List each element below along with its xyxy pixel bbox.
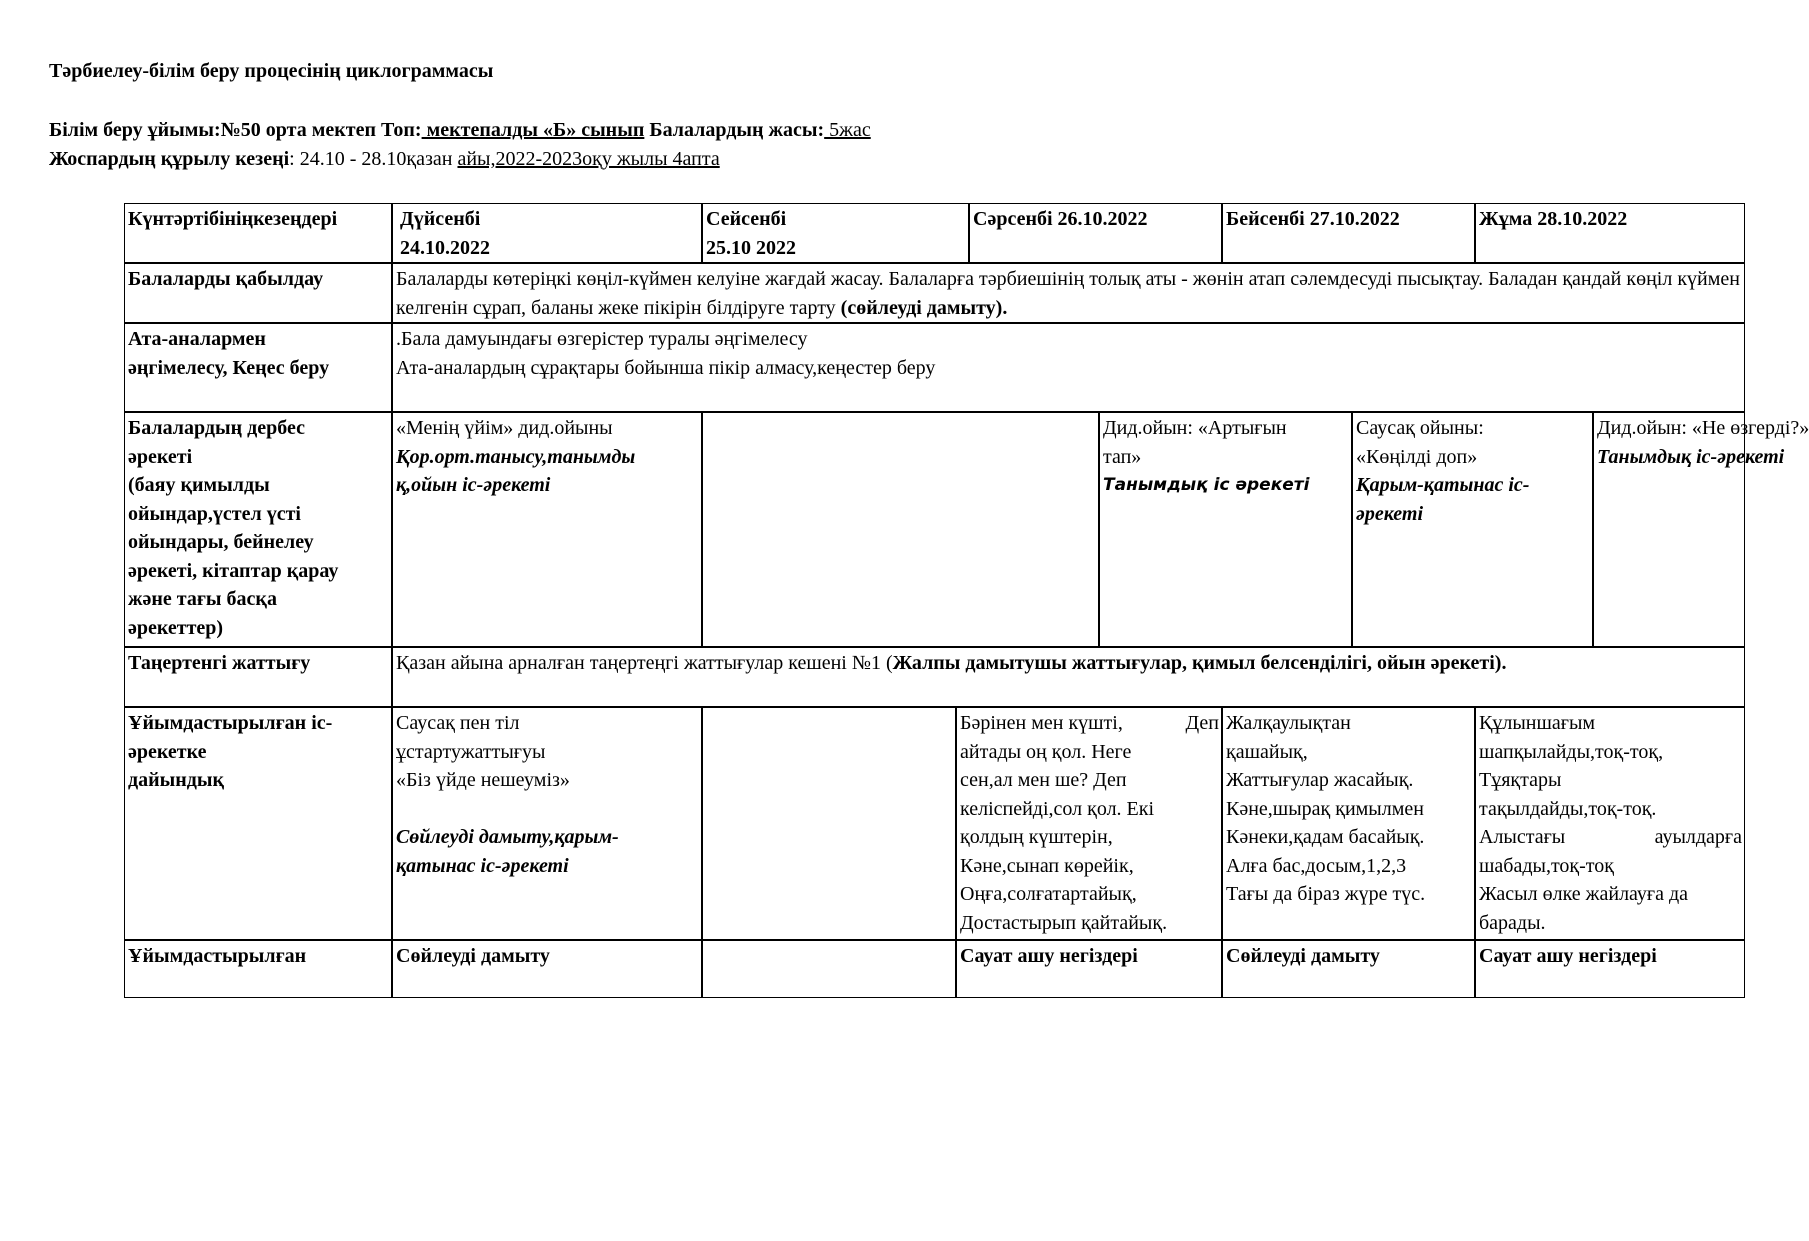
cyclogram-table: [125, 204, 1809, 988]
independent-label-line: (баяу қимылды: [128, 474, 270, 496]
preparation-wednesday-line: Достастырып қайтайық.: [960, 911, 1168, 934]
preparation-friday-word: ауылдарға: [1654, 826, 1742, 848]
morning-text-main: Қазан айына арналған таңертеңгі жаттығулар кешені №1 (: [396, 652, 893, 674]
reception-text-main: Балаларды көтеріңкі көңіл-күймен келуіне жағдай жасау. Балаларға тәрбиешінің толық аты - жөнін атап сәлемдесуді пысықтау. Баладан қандай көңіл күймен келгенін сұрап, баланы жеке пікірін білдіруге тарту: [396, 268, 1740, 319]
preparation-thursday-line: Жаттығулар жасайық.: [1226, 769, 1414, 791]
preparation-label-line: дайындық: [128, 769, 225, 791]
independent-label-line: Балалардың дербес: [128, 417, 305, 439]
independent-thursday-game: Саусақ ойыны:: [1356, 417, 1484, 439]
preparation-friday-line: барады.: [1479, 911, 1546, 934]
preparation-monday-area: Сөйлеуді дамыту,қарым-: [396, 826, 619, 848]
morning-text-bold: Жалпы дамытушы жаттығулар, қимыл белсенділігі, ойын әрекеті).: [892, 652, 1507, 674]
preparation-thursday-line: Алға бас,досым,1,2,3: [1226, 854, 1407, 877]
preparation-thursday-line: Тағы да біраз жүре түс.: [1226, 883, 1426, 905]
preparation-thursday-line: Кәнеки,қадам басайық.: [1226, 826, 1425, 848]
independent-label-line: және тағы басқа: [128, 588, 277, 610]
independent-friday-area: Танымдық іс-әрекеті: [1597, 445, 1785, 468]
preparation-monday-area: қатынас іс-әрекеті: [396, 854, 569, 877]
header-tuesday: [702, 203, 969, 263]
preparation-monday-line: ұстартужаттығуы: [396, 740, 546, 763]
independent-friday: [1593, 412, 1809, 647]
preparation-friday-line: [1479, 823, 1742, 852]
period-label: Жоспардың құрылу кезеңі: [49, 148, 290, 170]
row-label-reception: Балаларды қабылдау: [124, 263, 392, 323]
preparation-friday: [1475, 707, 1745, 940]
independent-label-line: әрекеті, кітаптар қарау: [128, 559, 339, 582]
preparation-wednesday-line: қолдың күштерін,: [960, 826, 1113, 848]
independent-monday-game: «Менің үйім» дид.ойыны: [396, 417, 613, 439]
organized-friday: Сауат ашу негіздері: [1475, 940, 1745, 998]
document-meta-period: [49, 148, 720, 171]
independent-wednesday-game: Дид.ойын: «Артығын: [1103, 417, 1287, 439]
preparation-label-line: Ұйымдастырылған іс-: [128, 712, 333, 734]
header-thursday: Бейсенбі 27.10.2022: [1222, 203, 1475, 263]
independent-label-line: әрекеті: [128, 445, 193, 468]
independent-thursday-area: әрекеті: [1356, 502, 1424, 525]
group-label: Топ:: [380, 119, 422, 141]
parents-label-line: әңгімелесу, Кеңес беру: [128, 356, 330, 379]
row-label-parents: [124, 323, 392, 412]
preparation-friday-line: тақылдайды,тоқ-тоқ.: [1479, 797, 1657, 820]
independent-monday-area: қ,ойын іс-әрекеті: [396, 474, 551, 496]
parents-text-line: Ата-аналардың сұрақтары бойынша пікір алмасу,кеңестер беру: [396, 356, 936, 379]
preparation-friday-line: шапқылайды,тоқ-тоқ,: [1479, 740, 1664, 763]
period-value-a: : 24.10 - 28.10қазан: [289, 148, 458, 170]
preparation-wednesday: [956, 707, 1222, 940]
preparation-friday-line: Тұяқтары: [1479, 769, 1562, 791]
preparation-monday-line: Саусақ пен тіл: [396, 712, 520, 734]
preparation-tuesday: [702, 707, 956, 940]
independent-wednesday-game: тап»: [1103, 445, 1142, 468]
independent-label-line: әрекеттер): [128, 616, 224, 639]
row-label-morning: Таңертенгі жаттығу: [124, 647, 392, 707]
preparation-friday-word: Алыстағы: [1479, 826, 1566, 848]
header-stages: Күнтәртібініңкезеңдері: [124, 203, 392, 263]
organized-monday: Сөйлеуді дамыту: [392, 940, 702, 998]
preparation-label-line: әрекетке: [128, 740, 207, 763]
preparation-wednesday-line: Кәне,сынап көрейік,: [960, 854, 1134, 877]
period-value-b: айы,2022-2023оқу жылы 4апта: [457, 148, 720, 170]
org-label: Білім беру ұйымы:№50 орта мектеп: [49, 119, 376, 141]
preparation-wednesday-line: келіспейді,сол қол. Екі: [960, 797, 1155, 820]
parents-label-line: Ата-аналармен: [128, 328, 266, 350]
preparation-thursday-line: Кәне,шырақ қимылмен: [1226, 797, 1424, 820]
header-monday-date: 24.10.2022: [400, 236, 490, 259]
independent-thursday-area: Қарым-қатынас іс-: [1356, 474, 1530, 496]
preparation-thursday: [1222, 707, 1475, 940]
independent-monday: [392, 412, 702, 647]
preparation-wednesday-word: Деп: [1185, 712, 1219, 734]
independent-tuesday: [702, 412, 1099, 647]
preparation-thursday-line: Жалқаулықтан: [1226, 712, 1351, 734]
parents-text: [392, 323, 1745, 412]
preparation-wednesday-word: Бәрінен мен күшті,: [960, 712, 1123, 734]
row-label-organized: Ұйымдастырылған: [124, 940, 392, 998]
header-wednesday: Сәрсенбі 26.10.2022: [969, 203, 1222, 263]
independent-thursday-game: «Көңілді доп»: [1356, 445, 1478, 468]
age-value: 5жас: [824, 119, 871, 141]
preparation-wednesday-line: [960, 709, 1219, 738]
row-label-independent: [124, 412, 392, 647]
reception-text: [392, 263, 1745, 323]
age-label: Балалардың жасы:: [649, 119, 825, 141]
independent-monday-area: Қор.орт.танысу,танымды: [396, 445, 636, 468]
preparation-wednesday-line: Оңға,солғатартайық,: [960, 883, 1137, 905]
header-tuesday-date: 25.10 2022: [706, 236, 796, 259]
header-monday: [392, 203, 702, 263]
header-tuesday-day: Сейсенбі: [706, 208, 787, 230]
header-monday-day: Дүйсенбі: [400, 208, 481, 230]
organized-thursday: Сөйлеуді дамыту: [1222, 940, 1475, 998]
preparation-friday-line: шабады,тоқ-тоқ: [1479, 854, 1614, 877]
spacer: [396, 795, 699, 824]
preparation-friday-line: Жасыл өлке жайлауға да: [1479, 883, 1689, 905]
independent-thursday: [1352, 412, 1593, 647]
preparation-friday-line: Құлыншағым: [1479, 712, 1596, 734]
independent-wednesday-area: Танымдық іс әрекеті: [1103, 475, 1310, 495]
preparation-thursday-line: қашайық,: [1226, 740, 1308, 763]
group-value: мектепалды «Б» сынып: [421, 119, 645, 141]
organized-wednesday: Сауат ашу негіздері: [956, 940, 1222, 998]
parents-text-line: .Бала дамуындағы өзгерістер туралы әңгімелесу: [396, 328, 808, 350]
independent-wednesday: [1099, 412, 1352, 647]
morning-text: [392, 647, 1745, 707]
reception-text-bold: (сөйлеуді дамыту).: [840, 296, 1008, 319]
organized-tuesday: [702, 940, 956, 998]
preparation-wednesday-line: сен,ал мен ше? Деп: [960, 769, 1127, 791]
independent-friday-game: Дид.ойын: «Не өзгерді?»: [1597, 417, 1809, 439]
row-label-preparation: [124, 707, 392, 940]
independent-label-line: ойындар,үстел үсті: [128, 502, 301, 525]
preparation-wednesday-line: айтады оң қол. Неге: [960, 740, 1132, 763]
document-meta-org: [49, 119, 871, 142]
document-title: Тәрбиелеу-білім беру процесінің циклограммасы: [49, 60, 494, 82]
preparation-monday: [392, 707, 702, 940]
preparation-monday-line: «Біз үйде нешеуміз»: [396, 769, 570, 791]
header-friday: Жұма 28.10.2022: [1475, 203, 1745, 263]
independent-label-line: ойындары, бейнелеу: [128, 531, 314, 553]
